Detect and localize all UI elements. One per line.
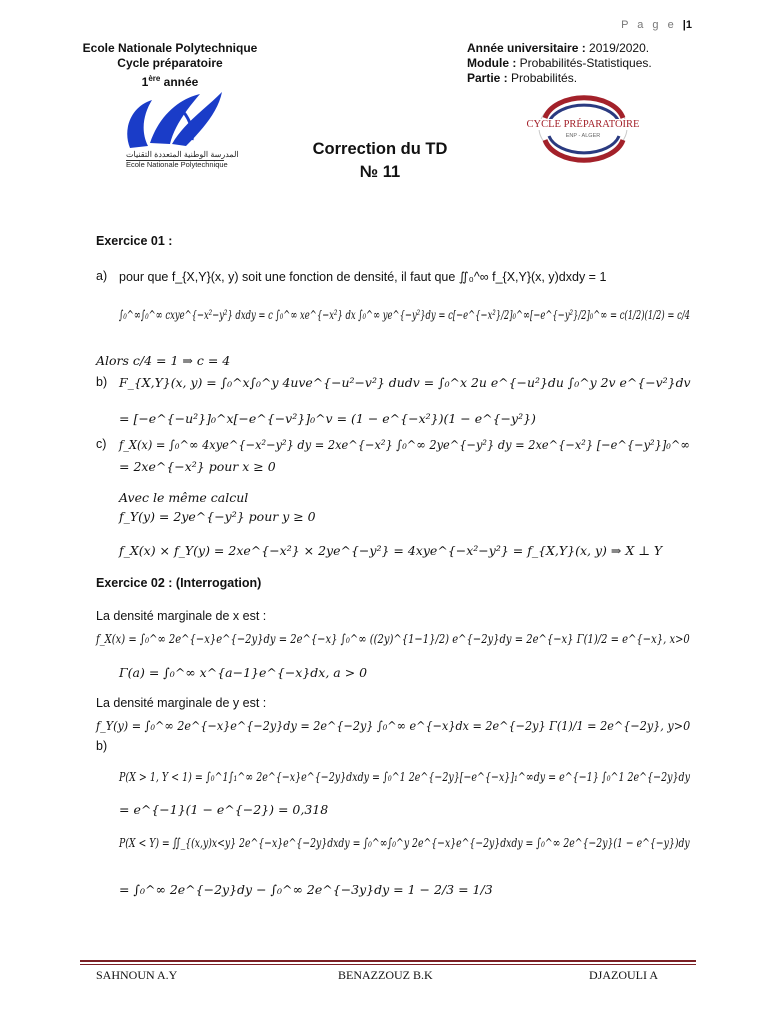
module: Module : Probabilités-Statistiques. bbox=[467, 56, 652, 70]
ex2-marginal-y-equation: f_Y(y) = ∫₀^∞ 2e^{−x}e^{−2y}dy = 2e^{−2y} ∫₀^∞ e^{−x}dx = 2e^{−2y} Γ(1)/1 = 2e^{−2y}, y>0 bbox=[96, 718, 691, 733]
footer-rule-thin bbox=[80, 964, 696, 965]
ex1-c-equation-3: Avec le même calcul bbox=[119, 490, 249, 505]
title-line1: Correction du TD bbox=[312, 140, 448, 158]
page-number: P a g e |1 bbox=[621, 19, 692, 31]
ex1-c-equation-2: = 2xe^{−x²} pour x ≥ 0 bbox=[119, 459, 276, 474]
ex1-b-equation-1: F_{X,Y}(x, y) = ∫₀^x∫₀^y 4uve^{−u²−v²} dudv = ∫₀^x 2u e^{−u²}du ∫₀^y 2v e^{−v²}dv bbox=[119, 375, 691, 390]
cycle-logo-text: CYCLE PRÉPARATOIRE bbox=[521, 119, 645, 130]
ex1-b-equation-2: = [−e^{−u²}]₀^x[−e^{−v²}]₀^v = (1 − e^{−x²})(1 − e^{−y²}) bbox=[119, 411, 536, 426]
enp-logo-arabic: المدرسة الوطنية المتعددة التقنيات bbox=[126, 150, 239, 159]
ex2-gamma-equation: Γ(a) = ∫₀^∞ x^{a−1}e^{−x}dx, a > 0 bbox=[119, 665, 368, 680]
ex2-b-label: b) bbox=[96, 739, 108, 753]
institution-header bbox=[80, 41, 260, 90]
ex1-a-text: pour que f_{X,Y}(x, y) soit une fonction de densité, il faut que ∬₀^∞ f_{X,Y}(x, y)dxdy = 1 bbox=[119, 270, 607, 284]
document-title bbox=[250, 138, 510, 184]
ex2-p1-equation: P(X > 1, Y < 1) = ∫₀^1∫₁^∞ 2e^{−x}e^{−2y}dxdy = ∫₀^1 2e^{−2y}[−e^{−x}]₁^∞dy = e^{−1} ∫₀^1 2e^{−2y}dy bbox=[119, 769, 690, 784]
cycle-logo-sub: ENP - ALGER bbox=[565, 133, 601, 139]
year-level: 1ère année bbox=[141, 74, 199, 89]
enp-logo bbox=[122, 88, 239, 170]
footer-author-left: SAHNOUN A.Y bbox=[96, 968, 178, 982]
ex2-marginal-y-text: La densité marginale de y est : bbox=[96, 696, 267, 710]
exercise-1-heading: Exercice 01 : bbox=[96, 234, 173, 248]
ex1-alors: Alors c/4 = 1 ⇒ c = 4 bbox=[96, 353, 231, 368]
academic-year: Année universitaire : 2019/2020. bbox=[467, 41, 650, 55]
ex1-c-equation-4: f_Y(y) = 2ye^{−y²} pour y ≥ 0 bbox=[119, 509, 316, 524]
title-line2: № 11 bbox=[359, 163, 401, 181]
cycle-name: Cycle préparatoire bbox=[117, 56, 223, 70]
footer-author-center: BENAZZOUZ B.K bbox=[338, 968, 433, 982]
ex1-c-equation-5: f_X(x) × f_Y(y) = 2xe^{−x²} × 2ye^{−y²} = 4xye^{−x²−y²} = f_{X,Y}(x, y) ⇒ X ⊥ Y bbox=[119, 543, 663, 558]
ex1-a-label: a) bbox=[96, 269, 108, 283]
enp-logo-latin: Ecole Nationale Polytechnique bbox=[126, 160, 228, 169]
ex2-p2-result: = ∫₀^∞ 2e^{−2y}dy − ∫₀^∞ 2e^{−3y}dy = 1 − 2/3 = 1/3 bbox=[119, 882, 493, 897]
exercise-2-heading: Exercice 02 : (Interrogation) bbox=[96, 576, 262, 590]
ex1-a-equation: ∫₀^∞∫₀^∞ cxye^{−x²−y²} dxdy = c ∫₀^∞ xe^{−x²} dx ∫₀^∞ ye^{−y²}dy = c[−e^{−x²}/2]₀^∞[−e^{−y²}/2]₀^∞ = c(1/2)(1/2) = c/4 bbox=[119, 307, 691, 322]
footer-author-right: DJAZOULI A bbox=[589, 968, 658, 982]
ex1-b-label: b) bbox=[96, 375, 108, 389]
school-name: Ecole Nationale Polytechnique bbox=[82, 41, 258, 55]
course-header bbox=[467, 41, 652, 86]
ex2-marginal-x-text: La densité marginale de x est : bbox=[96, 609, 267, 623]
part: Partie : Probabilités. bbox=[467, 71, 578, 85]
footer-rule-thick bbox=[80, 960, 696, 962]
ex1-c-label: c) bbox=[96, 437, 107, 451]
ex1-c-equation-1: f_X(x) = ∫₀^∞ 4xye^{−x²−y²} dy = 2xe^{−x²} ∫₀^∞ 2ye^{−y²} dy = 2xe^{−x²} [−e^{−y²}]₀^∞ bbox=[119, 437, 690, 452]
ex2-p2-equation: P(X < Y) = ∬_{(x,y)x<y} 2e^{−x}e^{−2y}dxdy = ∫₀^∞∫₀^y 2e^{−x}e^{−2y}dxdy = ∫₀^∞ 2e^{−2y}(1 − e^{−y})dy bbox=[119, 835, 690, 850]
ex2-p1-result: = e^{−1}(1 − e^{−2}) = 0,318 bbox=[119, 802, 329, 817]
cycle-preparatoire-logo bbox=[515, 92, 650, 167]
ex2-marginal-x-equation: f_X(x) = ∫₀^∞ 2e^{−x}e^{−2y}dy = 2e^{−x} ∫₀^∞ ((2y)^{1−1}/2) e^{−2y}dy = 2e^{−x} Γ(1)/2 = e^{−x}, x>0 bbox=[96, 631, 690, 646]
